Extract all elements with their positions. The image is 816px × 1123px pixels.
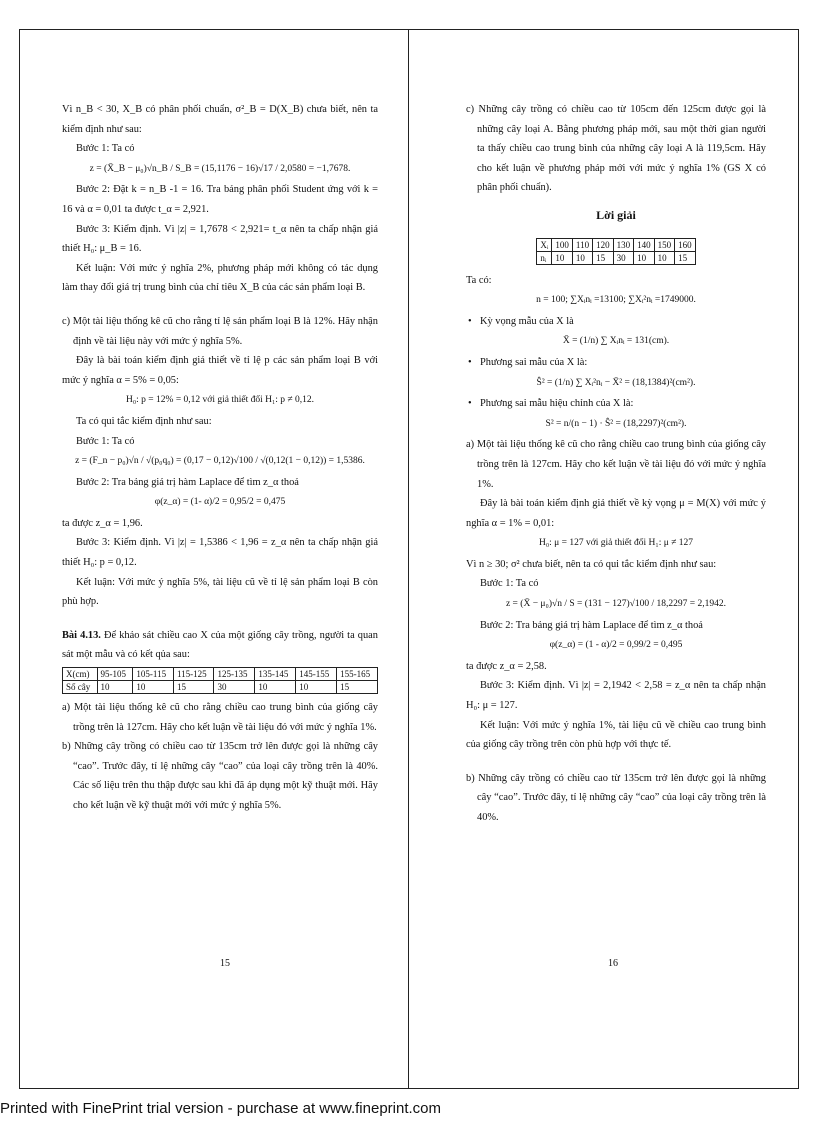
paragraph: Vì n_B < 30, X_B có phân phối chuẩn, σ²_B = D(X_B) chưa biết, nên ta kiểm định như sau:	[62, 104, 378, 135]
table-cell: nᵢ	[537, 251, 552, 264]
table-cell: 145-155	[296, 668, 337, 681]
question-a: a) Một tài liệu thống kê cũ cho rằng chiều cao trung bình của giống cây trồng trên là 127cm. Hãy cho kết luận về tài liệu đó với mức ý nghĩa 1%.	[62, 702, 378, 733]
question-b: b) Những cây trồng có chiều cao từ 135cm trở lên được gọi là những cây “cao”. Trước đây, tỉ lệ những cây “cao” của loại cây trồng trên là 40%. Các số liệu trên thu thập được sau khi đã áp dụng một kỹ thuật mới. Hãy cho kết luận về kỹ thuật mới với mức ý nghĩa 5%.	[62, 741, 378, 811]
formula-corrected-variance: S² = n/(n − 1) · Ŝ² = (18,2297)²(cm²).	[545, 418, 687, 429]
question-b: b) Những cây trồng có chiều cao từ 135cm trở lên được gọi là những cây “cao”. Trước đây, tỉ lệ những cây “cao” của loại cây trồng trên là 40%.	[466, 772, 766, 823]
formula-variance: Ŝ² = (1/n) ∑ Xᵢ²nᵢ − X̄² = (18,1384)²(cm²).	[536, 377, 696, 388]
table-cell: 15	[337, 681, 378, 694]
fineprint-footer: Printed with FinePrint trial version - purchase at www.fineprint.com	[0, 1100, 442, 1117]
table-row	[63, 668, 378, 681]
exercise-text: Để khảo sát chiều cao X của một giống cây trồng, người ta quan sát một mẫu và có kết qủa sau:	[62, 629, 378, 661]
table-cell: 95-105	[97, 668, 133, 681]
table-row	[537, 238, 695, 251]
formula-z: z = (X̄_B − μ₀)√n_B / S_B = (15,1176 − 16)√17 / 2,0580 = −1,7678.	[89, 163, 351, 174]
rule-intro: Vì n ≥ 30; σ² chưa biết, nên ta có qui tắc kiểm định như sau:	[466, 558, 717, 570]
table-cell: 10	[133, 681, 174, 694]
step-2: Bước 2: Tra bảng giá trị hàm Laplace để tìm z_α thoả	[480, 619, 703, 631]
table-cell: 130	[613, 238, 634, 251]
table-cell: 115-125	[173, 668, 214, 681]
step-2: Bước 2: Đặt k = n_B -1 = 16. Tra bảng phân phối Student ứng với k = 16 và α = 0,01 ta được t_α = 2,921.	[62, 184, 378, 215]
conclusion: Kết luận: Với mức ý nghĩa 5%, tài liệu cũ về tỉ lệ sản phẩm loại B còn phù hợp.	[62, 576, 378, 608]
table-cell: 125-135	[214, 668, 255, 681]
conclusion: Kết luận: Với mức ý nghĩa 2%, phương pháp mới không có tác dụng làm thay đổi giá trị trung bình của chỉ tiêu X_B của các sản phẩm loại B.	[62, 262, 378, 294]
table-cell: Số cây	[63, 681, 98, 694]
table-cell: 10	[97, 681, 133, 694]
rule-intro: Ta có qui tắc kiểm định như sau:	[76, 415, 212, 427]
table-cell: 15	[173, 681, 214, 694]
page-number: 15	[220, 958, 230, 969]
table-cell: 10	[634, 251, 655, 264]
table-cell: 10	[296, 681, 337, 694]
exercise-title: Bài 4.13.	[62, 629, 101, 641]
page-number: 16	[608, 958, 618, 969]
question-a: a) Một tài liệu thống kê cũ cho rằng chiều cao trung bình của giống cây trồng trên là 127cm. Hãy cho kết luận về tài liệu đó với mức ý nghĩa 1%.	[466, 439, 766, 490]
table-cell: 105-115	[133, 668, 174, 681]
table-row	[63, 681, 378, 694]
formula-sums: n = 100; ∑Xᵢnᵢ =13100; ∑Xᵢ²nᵢ =1749000.	[536, 295, 696, 306]
table-cell: 30	[613, 251, 634, 264]
paragraph: Đây là bài toán kiểm định giả thiết về kỳ vọng μ = M(X) với mức ý nghĩa α = 1% = 0,01:	[466, 498, 766, 529]
step-3: Bước 3: Kiểm định. Vì |z| = 2,1942 < 2,58 = z_α nên ta chấp nhận H₀: μ = 127.	[466, 680, 766, 712]
table-cell: 120	[593, 238, 614, 251]
hypothesis: H₀: p = 12% = 0,12 với giả thiết đối H₁: p ≠ 0,12.	[125, 395, 314, 406]
table-cell: 10	[552, 251, 573, 264]
step-2: Bước 2: Tra bảng giá trị hàm Laplace để tìm z_α thoả	[76, 476, 299, 488]
frequency-table	[536, 238, 695, 265]
table-cell: 10	[255, 681, 296, 694]
table-cell: 110	[572, 238, 592, 251]
paragraph: Ta có:	[466, 274, 492, 286]
table-cell: 140	[634, 238, 655, 251]
step-3: Bước 3: Kiểm định. Vì |z| = 1,5386 < 1,96 = z_α nên ta chấp nhận giả thiết H₀: p = 0,12.	[62, 537, 378, 569]
bullet-corrected-variance: • Phương sai mẫu hiệu chỉnh của X là:	[466, 394, 766, 414]
formula-z: z = (F_n − p₀)√n / √(p₀q₀) = (0,17 − 0,12)√100 / √(0,12(1 − 0,12)) = 1,5386.	[75, 456, 365, 467]
page-divider	[408, 29, 409, 1088]
question-c: c) Một tài liệu thống kê cũ cho rằng tỉ lệ sản phẩm loại B là 12%. Hãy nhận định về tài liệu này với mức ý nghĩa 5%.	[62, 315, 378, 347]
conclusion: Kết luận: Với mức ý nghĩa 1%, tài liệu cũ về chiều cao trung bình của giống cây trồng trên còn phù hợp với thực tế.	[466, 719, 766, 751]
right-page	[466, 100, 766, 828]
table-cell: 15	[593, 251, 614, 264]
formula-laplace: φ(z_α) = (1- α)/2 = 0,95/2 = 0,475	[154, 497, 286, 508]
table-cell: 100	[552, 238, 573, 251]
result: ta được z_α = 1,96.	[62, 517, 143, 529]
left-page	[62, 100, 378, 816]
bullet-mean: • Kỳ vọng mẫu của X là	[466, 312, 766, 332]
exercise-4-13	[62, 626, 378, 665]
solution-heading: Lời giải	[596, 207, 636, 222]
step-1: Bước 1: Ta có	[480, 578, 539, 590]
question-c: c) Những cây trồng có chiều cao từ 105cm đến 125cm được gọi là những cây loại A. Bằng phương pháp mới, sau một thời gian người ta thấy chiều cao trung bình của những cây loại A là 119,5cm. Hãy cho kết luận về phương pháp mới với mức ý nghĩa 1% (GS X có phân phối chuẩn).	[466, 104, 766, 194]
data-table	[62, 667, 378, 694]
step-1: Bước 1: Ta có	[76, 143, 135, 155]
formula-mean: X̄ = (1/n) ∑ Xᵢnᵢ = 131(cm).	[562, 336, 670, 347]
table-cell: X(cm)	[63, 668, 98, 681]
table-cell: 10	[654, 251, 675, 264]
formula-laplace: φ(z_α) = (1 - α)/2 = 0,99/2 = 0,495	[549, 640, 683, 651]
table-cell: 150	[654, 238, 675, 251]
table-cell: 30	[214, 681, 255, 694]
table-row	[537, 251, 695, 264]
paragraph: Đây là bài toán kiểm định giả thiết về tỉ lệ p các sản phẩm loại B với mức ý nghĩa α = 5% = 0,05:	[62, 355, 378, 386]
table-cell: 135-145	[255, 668, 296, 681]
table-cell: 15	[675, 251, 696, 264]
table-cell: 160	[675, 238, 696, 251]
hypothesis: H₀: μ = 127 với giả thiết đối H₁: μ ≠ 127	[538, 538, 694, 549]
step-3: Bước 3: Kiểm định. Vì |z| = 1,7678 < 2,921= t_α nên ta chấp nhận giả thiết H₀: μ_B = 16.	[62, 223, 378, 255]
table-cell: 10	[572, 251, 592, 264]
result: ta được z_α = 2,58.	[466, 660, 547, 672]
table-cell: 155-165	[337, 668, 378, 681]
formula-z: z = (X̄ − μ₀)√n / S = (131 − 127)√100 / 18,2297 = 2,1942.	[505, 599, 727, 610]
table-cell: Xᵢ	[537, 238, 552, 251]
step-1: Bước 1: Ta có	[76, 435, 135, 447]
bullet-variance: • Phương sai mẫu của X là:	[466, 353, 766, 373]
